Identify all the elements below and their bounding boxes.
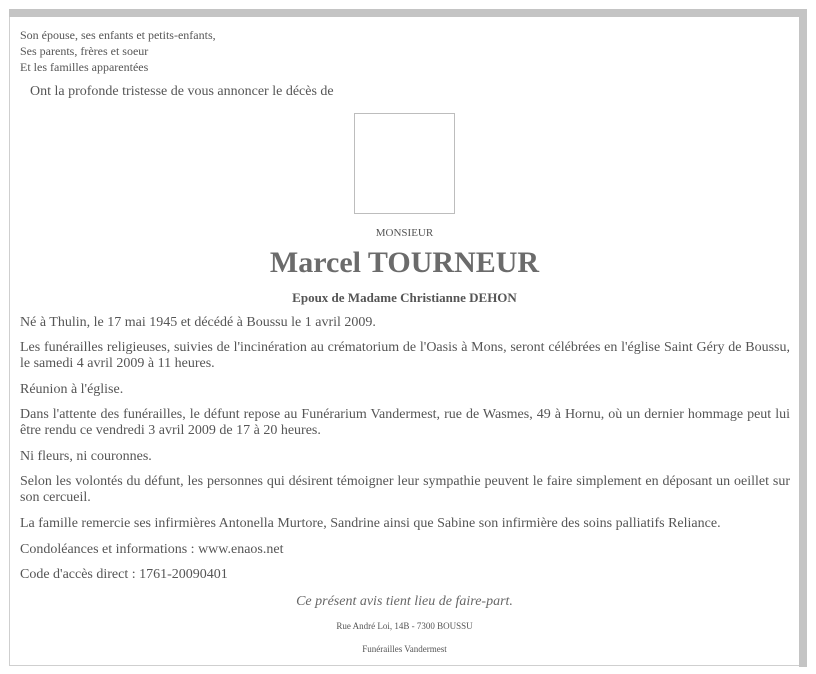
- intro-line: Ses parents, frères et soeur: [20, 44, 149, 58]
- thanks-paragraph: La famille remercie ses infirmières Antonella Murtore, Sandrine ainsi que Sabine son infirmière des soins palliatifs Reliance.: [20, 516, 721, 531]
- spouse-line: Epoux de Madame Christianne DEHON: [292, 290, 517, 305]
- flowers-paragraph: Ni fleurs, ni couronnes.: [20, 449, 152, 464]
- frame-top-bar: [9, 9, 807, 17]
- frame-right-bar: [799, 9, 807, 667]
- obituary-card: [9, 17, 799, 666]
- viewing-paragraph: Dans l'attente des funérailles, le défunt repose au Funérarium Vandermest, rue de Wasmes, 49 à Hornu, où un dernier hommage peut lui être rendu ce vendredi 3 avril 2009 de 17 à 20 heures.: [20, 407, 790, 438]
- meeting-paragraph: Réunion à l'église.: [20, 382, 124, 397]
- condolences-paragraph: Condoléances et informations : www.enaos.net: [20, 542, 284, 557]
- birth-death-paragraph: Né à Thulin, le 17 mai 1945 et décédé à Boussu le 1 avril 2009.: [20, 315, 376, 330]
- honorific: MONSIEUR: [375, 227, 434, 239]
- funeral-home-address: Rue André Loi, 14B - 7300 BOUSSU: [336, 621, 473, 631]
- funeral-paragraph: Les funérailles religieuses, suivies de l'incinération au crématorium de l'Oasis à Mons, seront célébrées en l'église Saint Géry de Boussu, le samedi 4 avril 2009 à 11 heures.: [20, 340, 790, 371]
- wishes-paragraph: Selon les volontés du défunt, les personnes qui désirent témoigner leur sympathie peuvent le faire simplement en déposant un oeillet sur son cercueil.: [20, 474, 790, 505]
- funeral-home-name: Funérailles Vandermest: [362, 644, 447, 654]
- access-code-paragraph: Code d'accès direct : 1761-20090401: [20, 567, 228, 582]
- intro-line: Et les familles apparentées: [20, 60, 149, 74]
- intro-line: Son épouse, ses enfants et petits-enfants,: [20, 28, 216, 42]
- announcement-text: Ont la profonde tristesse de vous annoncer le décès de: [30, 84, 334, 99]
- family-intro: [20, 27, 216, 75]
- deceased-name: Marcel TOURNEUR: [269, 246, 540, 279]
- closing-note: Ce présent avis tient lieu de faire-part.: [296, 594, 513, 609]
- portrait-placeholder: [354, 113, 455, 214]
